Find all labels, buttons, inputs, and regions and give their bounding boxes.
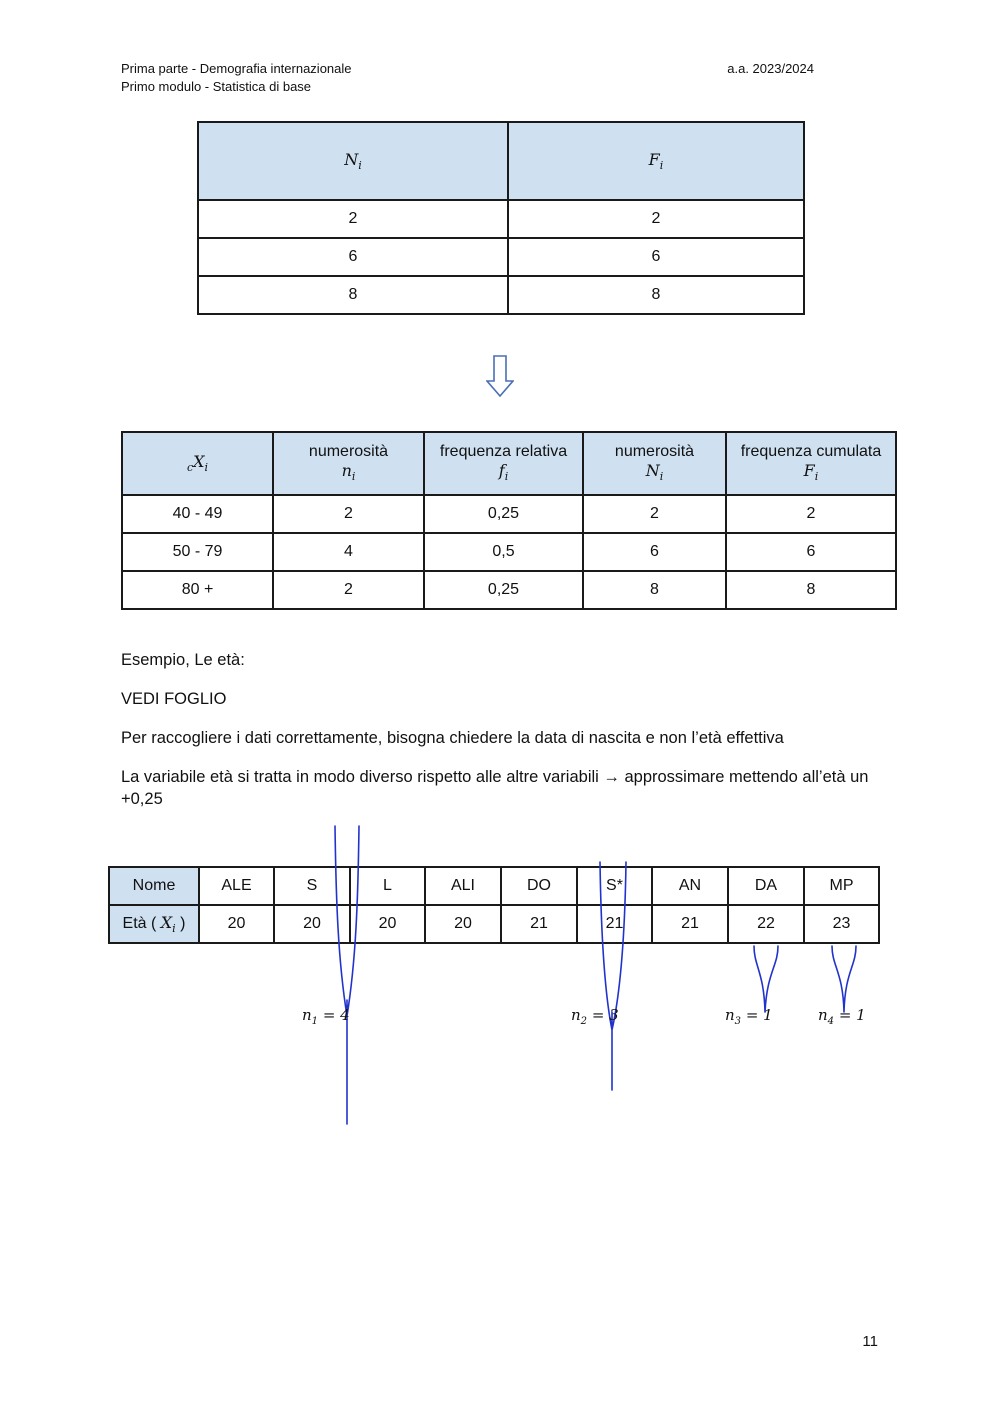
table-cell: 8 [583, 571, 726, 609]
table-cell: 8 [198, 276, 508, 314]
header-course-title: Prima parte - Demografia internazionale [121, 61, 352, 76]
group-marker-4 [832, 946, 856, 1012]
name-cell: DA [728, 867, 804, 905]
age-cell: 21 [577, 905, 652, 943]
table-cell: 6 [198, 238, 508, 276]
name-cell: DO [501, 867, 577, 905]
table-row [198, 200, 804, 238]
page-header-left [121, 60, 352, 96]
age-cell: 20 [425, 905, 501, 943]
names-row [109, 867, 879, 905]
name-cell: MP [804, 867, 879, 905]
frequency-distribution-table [121, 431, 897, 610]
table-cell: 80 + [122, 571, 273, 609]
table-cell: 0,25 [424, 571, 583, 609]
table-cell: 2 [198, 200, 508, 238]
row-label-name: Nome [109, 867, 199, 905]
table-cell: 50 - 79 [122, 533, 273, 571]
table-cell: 2 [726, 495, 896, 533]
group-marker-3 [754, 946, 778, 1012]
name-cell: ALE [199, 867, 274, 905]
header-module-title: Primo modulo - Statistica di base [121, 79, 312, 94]
table-cell: 4 [273, 533, 424, 571]
table-cell: 6 [583, 533, 726, 571]
ages-row [109, 905, 879, 943]
age-cell: 23 [804, 905, 879, 943]
header-cell-relative-frequency: frequenza relativa $f_i$ [424, 432, 583, 495]
header-cell-Fi: $F_i$ [508, 122, 804, 200]
row-label-age: Età ( $X_i$ ) [109, 905, 199, 943]
count-label-n4: $n_4 = 1$ [818, 1006, 866, 1027]
see-sheet-note: VEDI FOGLIO [121, 690, 227, 708]
cumulative-table [197, 121, 805, 315]
count-label-n2: $n_2 = 3$ [571, 1006, 619, 1027]
table-cell: 40 - 49 [122, 495, 273, 533]
table-cell: 8 [508, 276, 804, 314]
age-cell: 21 [501, 905, 577, 943]
header-cell-cumulative-numerosity: numerosità $N_i$ [583, 432, 726, 495]
count-label-n3: $n_3 = 1$ [725, 1006, 773, 1027]
table-cell: 8 [726, 571, 896, 609]
header-cell-class: $_cX_i$ [122, 432, 273, 495]
table-cell: 0,5 [424, 533, 583, 571]
name-cell: S* [577, 867, 652, 905]
table-cell: 2 [583, 495, 726, 533]
table-cell: 6 [726, 533, 896, 571]
name-cell: L [350, 867, 425, 905]
table-row [122, 495, 896, 533]
header-cell-Ni: $N_i$ [198, 122, 508, 200]
table-row [122, 571, 896, 609]
age-variable-note: La variabile età si tratta in modo diverso rispetto alle altre variabili → approssimare mettendo all’età un +0,25 [121, 768, 869, 808]
table-row [198, 276, 804, 314]
count-label-n1: $n_1 = 4$ [302, 1006, 350, 1027]
name-cell: S [274, 867, 350, 905]
example-heading: Esempio, Le età: [121, 651, 245, 669]
table-cell: 0,25 [424, 495, 583, 533]
header-cell-cumulative-frequency: frequenza cumulata $F_i$ [726, 432, 896, 495]
table-cell: 2 [273, 495, 424, 533]
age-cell: 20 [274, 905, 350, 943]
table-cell: 2 [273, 571, 424, 609]
table-row [122, 533, 896, 571]
name-cell: AN [652, 867, 728, 905]
table-cell: 2 [508, 200, 804, 238]
age-cell: 21 [652, 905, 728, 943]
data-collection-note: Per raccogliere i dati correttamente, bisogna chiedere la data di nascita e non l’età effettiva [121, 729, 784, 747]
age-cell: 22 [728, 905, 804, 943]
header-cell-numerosity: numerosità $n_i$ [273, 432, 424, 495]
ages-table [108, 866, 880, 944]
table-cell: 6 [508, 238, 804, 276]
table-row [198, 238, 804, 276]
age-cell: 20 [350, 905, 425, 943]
name-cell: ALI [425, 867, 501, 905]
age-cell: 20 [199, 905, 274, 943]
down-arrow-icon [486, 355, 514, 397]
page-number: 11 [862, 1333, 878, 1350]
header-academic-year: a.a. 2023/2024 [727, 61, 814, 76]
